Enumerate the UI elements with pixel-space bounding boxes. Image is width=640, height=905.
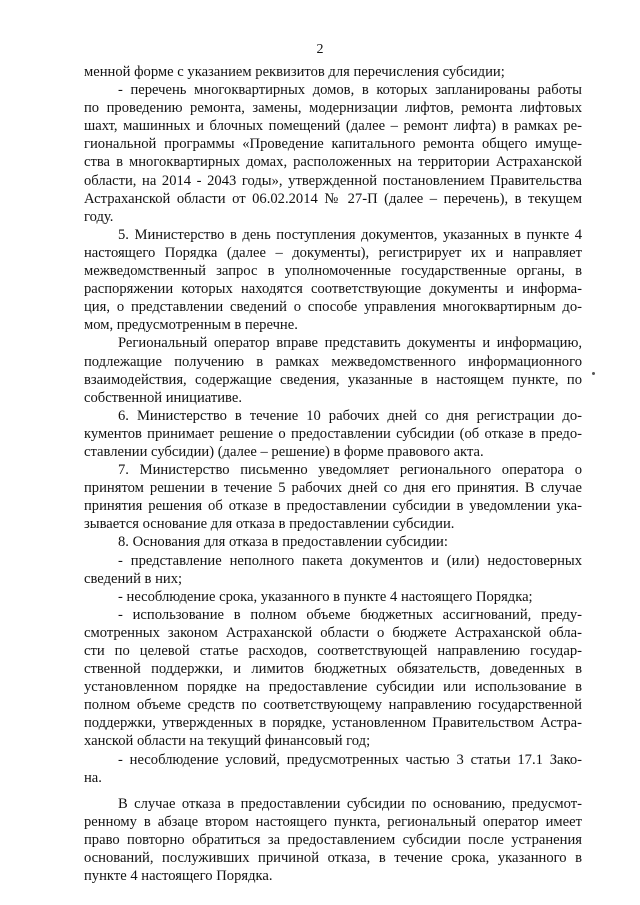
text-line: - перечень многоквартирных домов, в которых запланированы работы (118, 82, 582, 99)
text-line: зывается основание для отказа в предоставлении субсидии. (84, 516, 455, 533)
paragraph-gap (84, 787, 582, 795)
text-line: ренному в абзаце втором настоящего пункта, региональный оператор имеет (84, 813, 582, 830)
text-line: 7. Министерство письменно уведомляет регионального оператора о (118, 462, 582, 479)
text-line: - несоблюдение условий, предусмотренных частью 3 статьи 17.1 Зако- (118, 751, 582, 768)
text-line: установленном порядке на предоставление субсидии или использование в (84, 679, 582, 696)
text-line: 6. Министерство в течение 10 рабочих дней со дня регистрации до- (118, 407, 582, 424)
text-line: - представление неполного пакета документов и (или) недостоверных (118, 552, 582, 569)
text-line: полном объеме средств по соответствующему направлению государственной (84, 697, 582, 714)
text-line: по проведению ремонта, замены, модернизации лифтов, ремонта лифтовых (84, 100, 582, 117)
text-line: пункте 4 настоящего Порядка. (84, 868, 273, 885)
text-line: распоряжении которых находятся соответствующие документы и информа- (84, 281, 582, 298)
text-line: смотренных законом Астраханской области о бюджете Астраханской обла- (84, 624, 582, 641)
text-line: подлежащие получению в рамках межведомственного информационного (84, 353, 582, 370)
text-line: области, на 2014 - 2043 годы», утвержденной постановлением Правительства (84, 172, 582, 189)
text-line: менной форме с указанием реквизитов для перечисления субсидии; (84, 64, 505, 80)
text-line: 8. Основания для отказа в предоставлении субсидии: (118, 534, 448, 551)
text-line: собственной инициативе. (84, 389, 242, 406)
text-line: году. (84, 208, 114, 225)
text-line: межведомственный запрос в уполномоченные государственные органы, в (84, 263, 582, 280)
text-line: принятом решении в течение 5 рабочих дней со дня его принятия. В случае (84, 480, 582, 497)
document-body (84, 63, 582, 885)
text-line: - использование в полном объеме бюджетных ассигнований, преду- (118, 606, 582, 623)
text-line: шахт, машинных и блочных помещений (далее – ремонт лифта) в рамках ре- (84, 118, 582, 135)
text-line: сведений в них; (84, 570, 183, 587)
text-line: взаимодействия, содержащие сведения, указанные в настоящем пункте, по (84, 371, 582, 388)
text-line: ханской области на текущий финансовый год; (84, 733, 371, 750)
text-line: ставлении субсидии) (далее – решение) в форме правового акта. (84, 443, 484, 460)
text-line: настоящего Порядка (далее – документы), регистрирует их и направляет (84, 244, 582, 261)
text-line: 5. Министерство в день поступления документов, указанных в пункте 4 (118, 226, 582, 243)
text-line: оснований, послуживших причиной отказа, в течение срока, указанного в (84, 850, 582, 867)
text-line: поддержки, утвержденных в порядке, установленном Правительством Астра- (84, 715, 582, 732)
text-line: сти по целевой статье расходов, соответствующей направлению государ- (84, 643, 582, 659)
text-line: Региональный оператор вправе представить документы и информацию, (118, 335, 582, 352)
text-line: ственной поддержки, и лимитов бюджетных обязательств, доведенных в (84, 661, 582, 678)
text-line: - несоблюдение срока, указанного в пункте 4 настоящего Порядка; (118, 588, 533, 605)
text-line: В случае отказа в предоставлении субсидии по основанию, предусмот- (118, 795, 582, 812)
text-line: право повторно обратиться за предоставлением субсидии после устранения (84, 831, 582, 848)
text-line: кументов принимает решение о предоставлении субсидии (об отказе в предо- (84, 425, 582, 442)
text-line: гиональной программы «Проведение капитального ремонта общего имуще- (84, 136, 582, 153)
text-line: принятия решения об отказе в предоставлении субсидии в уведомлении ука- (84, 498, 582, 515)
text-line: ства в многоквартирных домах, расположенных на территории Астраханской (84, 154, 582, 171)
page-number: 2 (316, 42, 324, 57)
scan-speck (592, 372, 595, 375)
text-line: ция, о представлении сведений о способе управления многоквартирным до- (84, 299, 582, 316)
text-line: мом, предусмотренным в перечне. (84, 317, 298, 334)
text-line: на. (84, 769, 102, 786)
text-line: Астраханской области от 06.02.2014 № 27-П (далее – перечень), в текущем (84, 190, 582, 207)
